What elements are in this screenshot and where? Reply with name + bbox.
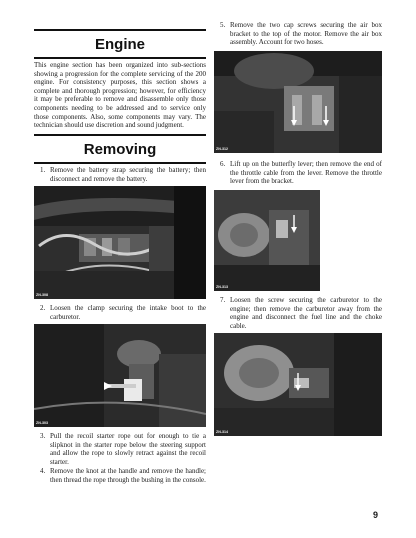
step-text: Loosen the screw securing the carburetor to the engine; then remove the carburetor away from the engine and disconnect the fuel line and the choke cable. <box>230 296 382 330</box>
figure-air-box-photo <box>214 51 382 153</box>
step-text: Remove the battery strap securing the battery; then disconnect and remove the battery. <box>50 166 206 183</box>
step-3 <box>40 432 206 466</box>
figure-caption: ZN-308 <box>36 293 48 297</box>
figure-caption: ZN-303 <box>36 421 48 425</box>
page-number: 9 <box>372 510 378 520</box>
step-4 <box>40 467 206 484</box>
figure-battery-photo <box>34 186 206 299</box>
step-6 <box>220 160 382 186</box>
step-number: 3. <box>40 432 46 440</box>
step-1 <box>40 166 206 183</box>
step-number: 1. <box>40 166 46 174</box>
intake-photo-image <box>34 324 206 427</box>
engine-section-title <box>34 29 206 59</box>
figure-caption: ZN-312 <box>216 147 228 151</box>
step-number: 2. <box>40 304 46 312</box>
figure-caption: ZN-313 <box>216 285 228 289</box>
step-text: Loosen the clamp securing the intake boot to the carburetor. <box>50 304 206 321</box>
step-text: Remove the knot at the handle and remove the handle; then thread the rope through the bushing in the console. <box>50 467 206 484</box>
step-text: Lift up on the butterfly lever; then remove the end of the throttle cable from the lever. Remove the throttle lever from the bracket. <box>230 160 382 186</box>
figure-caption: ZN-314 <box>216 430 228 434</box>
battery-photo-image <box>34 186 206 299</box>
figure-intake-boot-photo <box>34 324 206 427</box>
removing-section-title <box>34 134 206 164</box>
removing-title-text: Removing <box>83 140 157 158</box>
step-5 <box>220 21 382 47</box>
figure-carburetor-photo <box>214 333 382 436</box>
air-box-photo-image <box>214 51 382 153</box>
carburetor-photo-image <box>214 333 382 436</box>
step-text: Remove the two cap screws securing the air box bracket to the top of the motor. Remove the air box assembly. Account for two hoses. <box>230 21 382 47</box>
step-number: 4. <box>40 467 46 475</box>
throttle-photo-image <box>214 190 320 291</box>
step-text: Pull the recoil starter rope out for enough to tie a slipknot in the starter rope below the steering support and allow the rope to slowly retract against the recoil starter. <box>50 432 206 466</box>
figure-throttle-lever-photo <box>214 190 320 291</box>
step-2 <box>40 304 206 321</box>
step-7 <box>220 296 382 330</box>
step-number: 6. <box>220 160 226 168</box>
step-number: 5. <box>220 21 226 29</box>
intro-paragraph: This engine section has been organized into sub-sections showing a progression for the complete servicing of the 200 engine. For consistency purposes, this section shows a complete and thorough progression; however, for efficiency it may be preferable to remove and disassemble only those components needing to be addressed and to service only those components. Also, some components may vary. The technician should use discretion and sound judgment. <box>34 61 206 130</box>
step-number: 7. <box>220 296 226 304</box>
engine-title-text: Engine <box>94 35 145 53</box>
